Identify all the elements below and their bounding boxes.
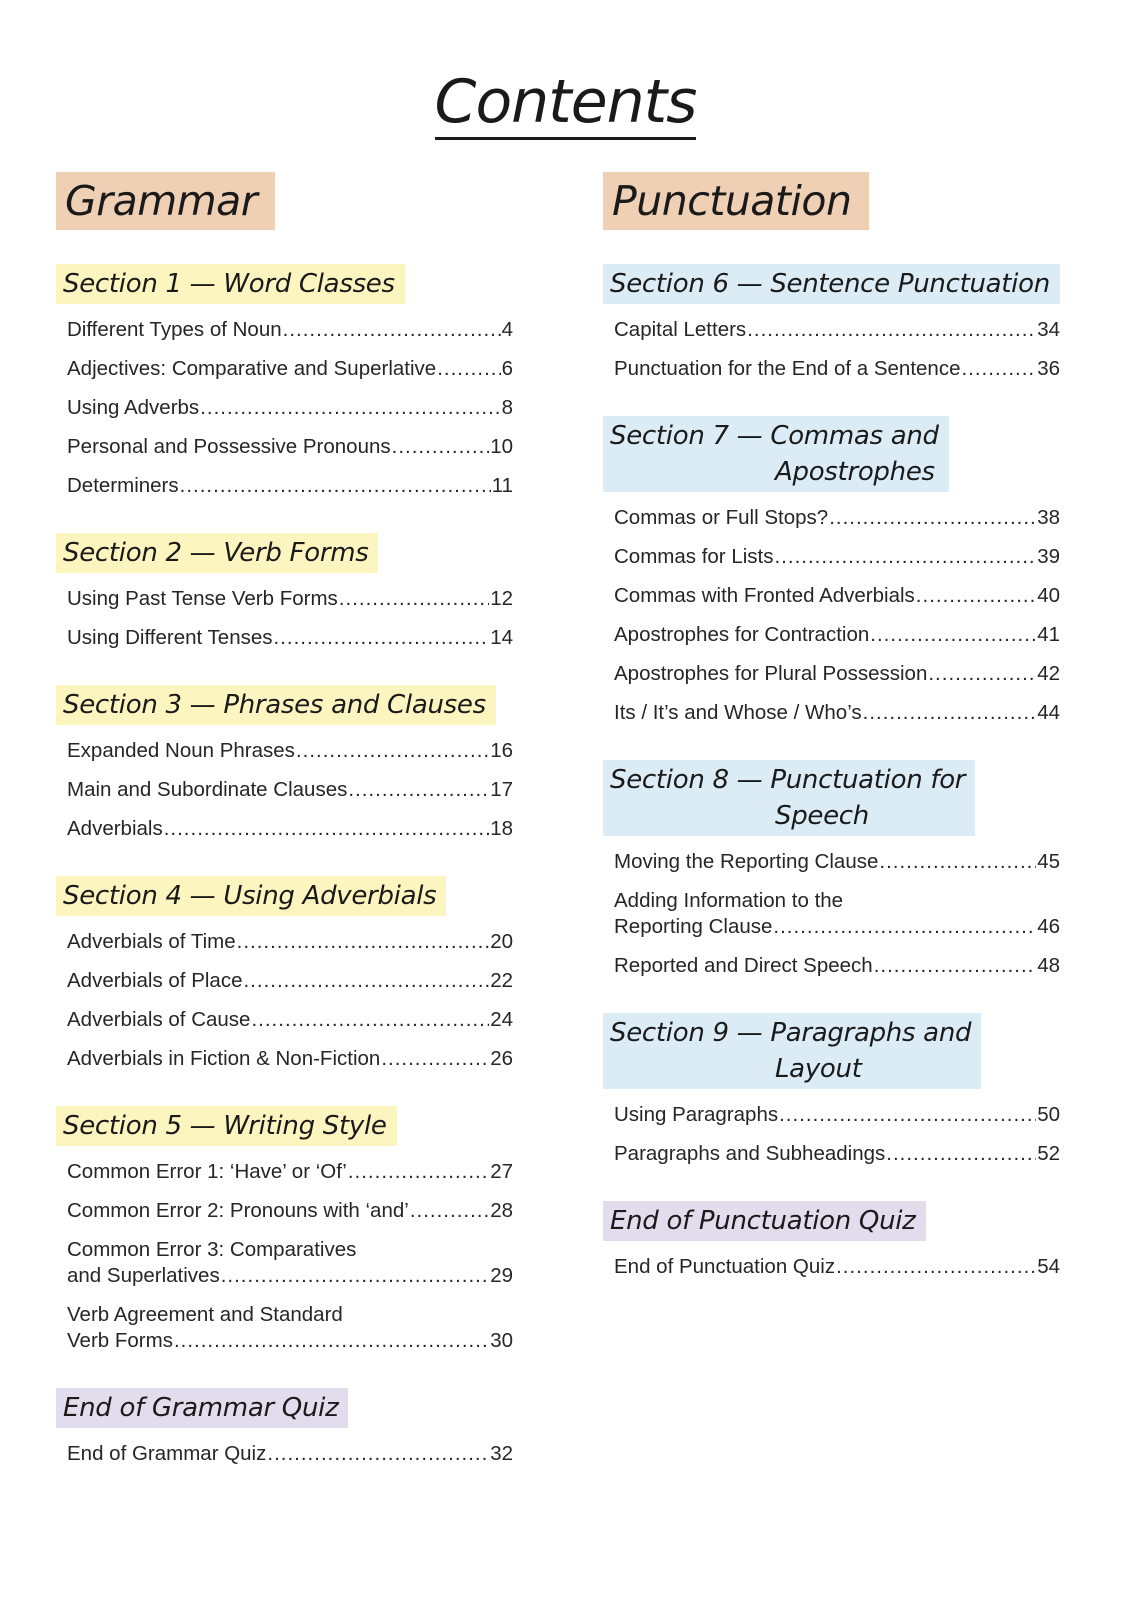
section-heading: Section 8 — Punctuation for Speech — [603, 760, 975, 836]
grammar-heading: Grammar — [56, 172, 275, 230]
toc-entry[interactable]: Commas or Full Stops? ..... 38 — [614, 498, 1060, 537]
section-punctuation-for-speech — [603, 760, 1077, 985]
entry-list — [56, 922, 513, 1078]
section-writing-style — [56, 1106, 526, 1360]
entry-list — [603, 842, 1060, 985]
page-number: 26 — [490, 1046, 513, 1070]
page-number: 17 — [490, 777, 513, 801]
section-commas-and-apostrophes — [603, 416, 1077, 732]
toc-entry[interactable]: Commas for Lists ..... 39 — [614, 537, 1060, 576]
toc-entry[interactable]: Adverbials of Cause ..... 24 — [67, 1000, 513, 1039]
toc-entry[interactable]: Adjectives: Comparative and Superlative ..... 6 — [67, 349, 513, 388]
entry-list — [56, 1434, 513, 1473]
page-number: 18 — [490, 816, 513, 840]
section-end-of-punctuation-quiz — [603, 1201, 1077, 1286]
section-phrases-and-clauses — [56, 685, 526, 848]
page-number: 27 — [490, 1159, 513, 1183]
toc-entry[interactable]: Common Error 1: ‘Have’ or ‘Of’ ..... 27 — [67, 1152, 513, 1191]
page-number: 52 — [1037, 1141, 1060, 1165]
toc-entry[interactable]: Determiners ..... 11 — [67, 466, 513, 505]
page-number: 32 — [490, 1441, 513, 1465]
page-number: 40 — [1037, 583, 1060, 607]
entry-list — [603, 498, 1060, 732]
toc-entry[interactable]: Common Error 2: Pronouns with ‘and’ ..... 28 — [67, 1191, 513, 1230]
toc-entry[interactable]: Adverbials ..... 18 — [67, 809, 513, 848]
page-number: 28 — [490, 1198, 513, 1222]
toc-entry[interactable]: Personal and Possessive Pronouns ..... 10 — [67, 427, 513, 466]
page-number: 11 — [491, 473, 513, 497]
page-number: 42 — [1037, 661, 1060, 685]
page-number: 29 — [490, 1263, 513, 1287]
section-heading: End of Grammar Quiz — [56, 1388, 348, 1428]
toc-entry[interactable]: Its / It’s and Whose / Who’s ..... 44 — [614, 693, 1060, 732]
toc-entry[interactable]: Common Error 3: Comparatives and Superlatives ..... 29 — [67, 1230, 513, 1295]
page-number: 8 — [501, 395, 513, 419]
toc-entry[interactable]: Apostrophes for Plural Possession ..... 42 — [614, 654, 1060, 693]
entry-list — [56, 731, 513, 848]
entry-list — [603, 1095, 1060, 1173]
toc-entry[interactable]: Adding Information to the Reporting Clause ..... 46 — [614, 881, 1060, 946]
page-number: 34 — [1037, 317, 1060, 341]
section-using-adverbials — [56, 876, 526, 1078]
toc-entry[interactable]: Using Past Tense Verb Forms ..... 12 — [67, 579, 513, 618]
page-number: 30 — [490, 1328, 513, 1352]
toc-entry[interactable]: Adverbials of Time ..... 20 — [67, 922, 513, 961]
page-number: 39 — [1037, 544, 1060, 568]
page-number: 36 — [1037, 356, 1060, 380]
page-number: 22 — [490, 968, 513, 992]
section-heading: Section 6 — Sentence Punctuation — [603, 264, 1060, 304]
toc-entry[interactable]: Paragraphs and Subheadings ..... 52 — [614, 1134, 1060, 1173]
entry-list — [603, 310, 1060, 388]
section-heading: Section 2 — Verb Forms — [56, 533, 378, 573]
page-number: 44 — [1037, 700, 1060, 724]
toc-entry[interactable]: Different Types of Noun ..... 4 — [67, 310, 513, 349]
toc-entry[interactable]: Commas with Fronted Adverbials ..... 40 — [614, 576, 1060, 615]
page-number: 50 — [1037, 1102, 1060, 1126]
section-verb-forms — [56, 533, 526, 657]
section-heading: Section 3 — Phrases and Clauses — [56, 685, 496, 725]
punctuation-column — [603, 172, 1077, 1314]
toc-entry[interactable]: End of Grammar Quiz ..... 32 — [67, 1434, 513, 1473]
section-heading: Section 5 — Writing Style — [56, 1106, 397, 1146]
page-number: 4 — [501, 317, 513, 341]
toc-entry[interactable]: End of Punctuation Quiz ..... 54 — [614, 1247, 1060, 1286]
page-number: 16 — [490, 738, 513, 762]
toc-entry[interactable]: Punctuation for the End of a Sentence ..... 36 — [614, 349, 1060, 388]
toc-entry[interactable]: Moving the Reporting Clause ..... 45 — [614, 842, 1060, 881]
toc-entry[interactable]: Apostrophes for Contraction ..... 41 — [614, 615, 1060, 654]
section-paragraphs-and-layout — [603, 1013, 1077, 1173]
page-title: Contents — [0, 66, 1131, 138]
page-number: 38 — [1037, 505, 1060, 529]
page-number: 12 — [490, 586, 513, 610]
toc-entry[interactable]: Using Paragraphs ..... 50 — [614, 1095, 1060, 1134]
toc-entry[interactable]: Expanded Noun Phrases ..... 16 — [67, 731, 513, 770]
section-heading: Section 4 — Using Adverbials — [56, 876, 446, 916]
grammar-column — [56, 172, 526, 1501]
entry-list — [56, 310, 513, 505]
toc-entry[interactable]: Verb Agreement and Standard Verb Forms ..... 30 — [67, 1295, 513, 1360]
toc-entry[interactable]: Capital Letters ..... 34 — [614, 310, 1060, 349]
page-number: 10 — [490, 434, 513, 458]
page-number: 45 — [1037, 849, 1060, 873]
page-number: 20 — [490, 929, 513, 953]
page-number: 41 — [1037, 622, 1060, 646]
section-end-of-grammar-quiz — [56, 1388, 526, 1473]
page-number: 6 — [501, 356, 513, 380]
section-heading: Section 1 — Word Classes — [56, 264, 405, 304]
toc-entry[interactable]: Adverbials of Place ..... 22 — [67, 961, 513, 1000]
page-number: 24 — [490, 1007, 513, 1031]
toc-entry[interactable]: Reported and Direct Speech ..... 48 — [614, 946, 1060, 985]
section-word-classes — [56, 264, 526, 505]
page-number: 46 — [1037, 914, 1060, 938]
page-number: 48 — [1037, 953, 1060, 977]
page-number: 54 — [1037, 1254, 1060, 1278]
page-number: 14 — [490, 625, 513, 649]
section-heading: End of Punctuation Quiz — [603, 1201, 926, 1241]
section-sentence-punctuation — [603, 264, 1077, 388]
section-heading: Section 7 — Commas and Apostrophes — [603, 416, 949, 492]
punctuation-heading: Punctuation — [603, 172, 869, 230]
entry-list — [56, 579, 513, 657]
toc-entry[interactable]: Main and Subordinate Clauses ..... 17 — [67, 770, 513, 809]
entry-list — [603, 1247, 1060, 1286]
toc-entry[interactable]: Using Different Tenses ..... 14 — [67, 618, 513, 657]
section-heading: Section 9 — Paragraphs and Layout — [603, 1013, 981, 1089]
toc-entry[interactable]: Using Adverbs ..... 8 — [67, 388, 513, 427]
entry-list — [56, 1152, 513, 1360]
toc-entry[interactable]: Adverbials in Fiction & Non-Fiction ..... 26 — [67, 1039, 513, 1078]
